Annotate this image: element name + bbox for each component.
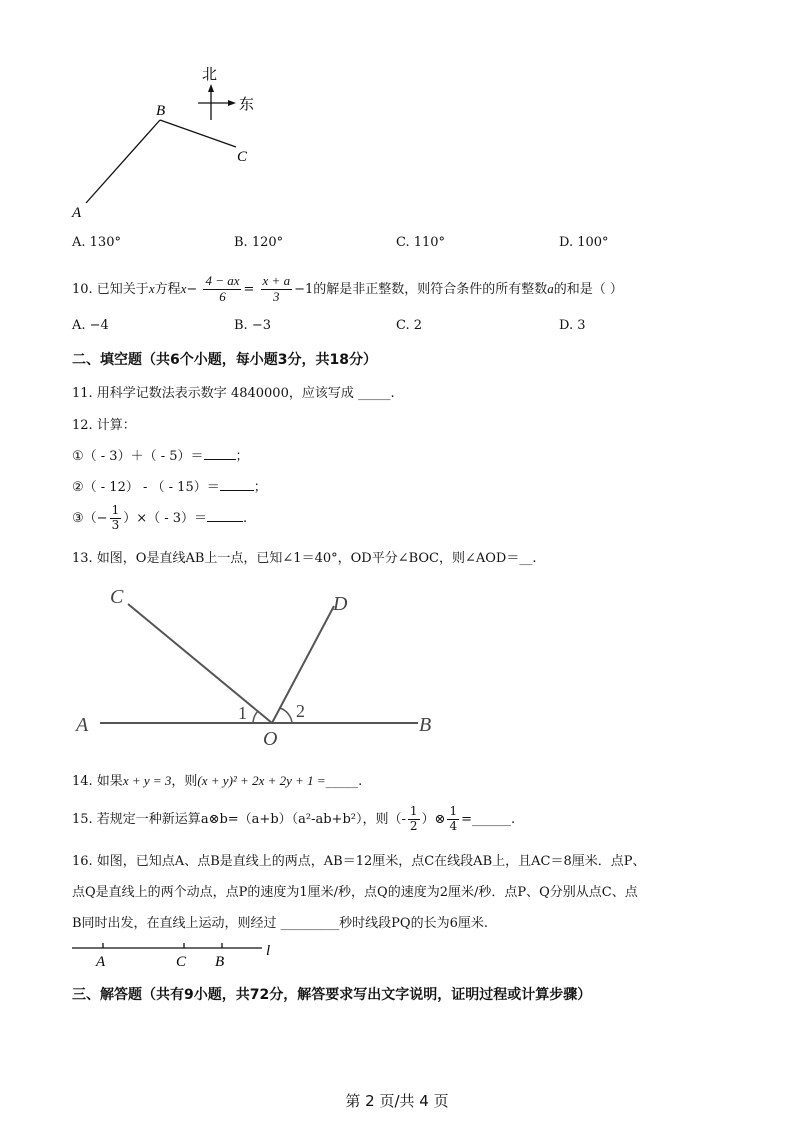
q10-var-a: a (547, 281, 554, 296)
q10-frac2-num: x + a (262, 273, 291, 289)
fig13-label-d: D (333, 593, 348, 615)
q10-frac1-num: 4 − ax (205, 273, 240, 289)
label-east: 东 (239, 97, 255, 113)
q10-option-c[interactable]: C. 2 (396, 318, 423, 333)
q9-option-c[interactable]: C. 110° (396, 235, 446, 250)
fig16-label-l: l (266, 943, 271, 959)
q12-l3-a: ③（− (72, 511, 108, 526)
fig13-angle-1: 1 (238, 703, 247, 723)
fig13-angle-2: 2 (296, 701, 305, 721)
q15-end: =______. (461, 812, 516, 827)
q15-mid: ）⊗ (421, 812, 446, 827)
q10-mid: 方程 (154, 282, 181, 297)
fig16-label-c: C (176, 954, 187, 970)
fig13-label-c: C (110, 586, 124, 608)
q9-option-d[interactable]: D. 100° (559, 235, 609, 250)
q10-frac2-den: 3 (273, 289, 280, 304)
question-12-title: 12. 计算： (72, 418, 136, 433)
q10-option-a[interactable]: A. −4 (72, 318, 109, 333)
q12-l2-end: ； (253, 480, 267, 495)
q12-l2-text: ②（ - 12） - （ - 15）＝ (72, 480, 220, 495)
question-16-line-2: 点Q是直线上的两个动点，点P的速度为1厘米/秒，点Q的速度为2厘米/秒．点P、Q分别从点C、点 (72, 885, 638, 900)
q10-minus: − (186, 282, 198, 297)
q10-tail1: −1的解是非正整数，则符合条件的所有整数 (294, 282, 548, 297)
q10-tail2: 的和是（ ） (553, 282, 623, 297)
label-b: B (156, 103, 166, 119)
fig13-label-b: B (419, 714, 432, 736)
q14-end: _____. (325, 774, 363, 789)
q10-var-x2: x (180, 281, 187, 296)
q12-l3-b: ）×（ - 3）＝ (123, 511, 208, 526)
label-a: A (72, 205, 82, 221)
q15-f2-num: 1 (449, 804, 458, 819)
q14-expr2: (x + y)² + 2x + 2y + 1 = (197, 773, 326, 788)
q14-expr1: x + y = 3 (122, 773, 172, 788)
q10-option-d[interactable]: D. 3 (559, 318, 586, 333)
label-c: C (237, 149, 248, 165)
q9-option-a[interactable]: A. 130° (72, 235, 121, 250)
q15-lead: 15. 若规定一种新运算 (72, 812, 201, 827)
q12-l3-num: 1 (111, 503, 120, 518)
q9-option-b[interactable]: B. 120° (234, 235, 284, 250)
q15-def: a⊗b=（a+b）（a²-ab+b²），则（- (200, 812, 406, 827)
question-16-line-1: 16. 如图，已知点A、点B是直线上的两点，AB＝12厘米，点C在线段AB上，且AC＝8厘米．点P、 (72, 854, 646, 869)
fig13-label-o: O (263, 728, 278, 750)
q15-f1-num: 1 (409, 804, 418, 819)
q14-lead: 14. 如果 (72, 774, 123, 789)
q12-l1-text: ①（ - 3）＋（ - 5）＝ (72, 449, 204, 464)
q14-mid: ，则 (171, 774, 198, 789)
q10-eq: = (243, 282, 255, 297)
section-3-heading: 三、解答题（共有9小题，共72分，解答要求写出文字说明，证明过程或计算步骤） (72, 987, 592, 1003)
q10-var-x: x (148, 281, 155, 296)
question-11: 11. 用科学记数法表示数字 4840000，应该写成 _____. (72, 386, 395, 401)
q10-option-b[interactable]: B. −3 (234, 318, 271, 333)
q12-l3-den: 3 (111, 518, 120, 532)
q12-l1-end: ； (235, 449, 249, 464)
question-16-line-3: B同时出发，在直线上运动，则经过 _________秒时线段PQ的长为6厘米. (72, 916, 488, 931)
fig13-label-a: A (76, 714, 89, 736)
section-2-heading: 二、填空题（共6个小题，每小题3分，共18分） (72, 352, 377, 368)
fig16-label-a: A (96, 954, 106, 970)
q15-f2-den: 4 (449, 819, 458, 833)
label-north: 北 (202, 67, 218, 83)
question-13: 13. 如图，O是直线AB上一点，已知∠1＝40°，OD平分∠BOC，则∠AOD＝__. (72, 551, 537, 566)
q15-f1-den: 2 (409, 819, 418, 833)
q12-l3-end: . (243, 511, 248, 526)
fig16-label-b: B (215, 954, 225, 970)
q10-lead: 10. 已知关于 (72, 282, 149, 297)
q10-frac1-den: 6 (219, 289, 226, 304)
page-footer: 第 2 页/共 4 页 (345, 1092, 449, 1110)
